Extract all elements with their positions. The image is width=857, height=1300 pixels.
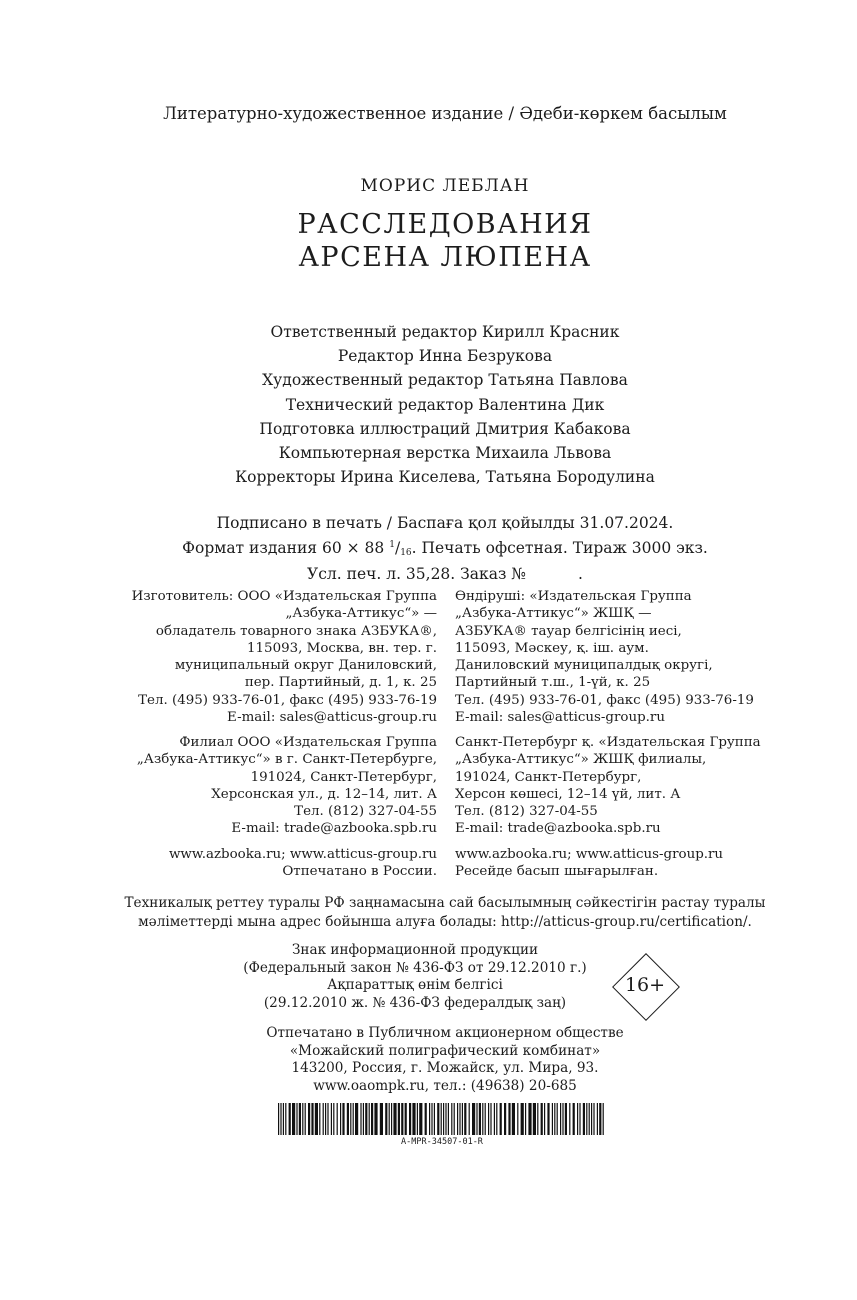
- barcode-icon: [278, 1103, 606, 1135]
- author-name: МОРИС ЛЕБЛАН: [360, 176, 530, 196]
- signed-for-print: Подписано в печать / Баспаға қол қойылды 31.07.2024.: [216, 514, 674, 532]
- print-sheets-order: Усл. печ. л. 35,28. Заказ № .: [307, 565, 583, 583]
- web-ru: www.azbooka.ru; www.atticus-group.ru Отпечатано в России.: [168, 847, 437, 880]
- tech-regulation-note: Техникалық реттеу туралы РФ заңнамасына сай басылымның сәйкестігін растау туралы мәліметтерді мына адрес бойынша алуға болады: http://atticus-group.ru/certification/.: [124, 895, 766, 930]
- staff-line: Технический редактор Валентина Дик: [285, 395, 605, 414]
- manufacturer-kz: Өндіруші: «Издательская Группа „Азбука-Аттикус“» ЖШҚ — АЗБУКА® тауар белгісінің иесі, 115093, Мәскеу, қ. іш. аум. Даниловский муниципалдық округі, Партийный т.ш., 1-үй, к. 25 Тел. (495) 933-76-01, факс (495) 933-76-19 E-mail: sales@atticus-group.ru: [455, 589, 754, 726]
- print-details: [0, 513, 857, 586]
- info-product-sign: Знак информационной продукции (Федеральный закон № 436-ФЗ от 29.12.2010 г.) Ақпараттық өнім белгісі (29.12.2010 ж. № 436-ФЗ федералдық заң): [243, 942, 587, 1011]
- book-title: [0, 208, 857, 274]
- staff-line: Подготовка иллюстраций Дмитрия Кабакова: [259, 419, 631, 438]
- barcode-label: A-MPR-34507-01-R: [401, 1137, 483, 1147]
- staff-line: Ответственный редактор Кирилл Красник: [270, 323, 620, 341]
- edition-type: Литературно-художественное издание / Әдеби-көркем басылым: [163, 104, 727, 123]
- book-title-line-1: РАССЛЕДОВАНИЯ: [297, 209, 593, 240]
- branch-ru: Филиал ООО «Издательская Группа „Азбука-Аттикус“» в г. Санкт-Петербурге, 191024, Санкт-Петербург, Херсонская ул., д. 12–14, лит. А Тел. (812) 327-04-55 E-mail: trade@azbooka.spb.ru: [136, 735, 437, 837]
- staff-line: Художественный редактор Татьяна Павлова: [262, 371, 628, 390]
- staff-line: Корректоры Ирина Киселева, Татьяна Бородулина: [235, 468, 655, 487]
- age-rating: 16+: [624, 974, 666, 996]
- editorial-staff: [0, 320, 857, 489]
- staff-line: Редактор Инна Безрукова: [337, 347, 553, 366]
- book-title-line-2: АРСЕНА ЛЮПЕНА: [298, 242, 592, 273]
- manufacturer-ru: Изготовитель: ООО «Издательская Группа „Азбука-Аттикус“» — обладатель товарного знака АЗБУКА®, 115093, Москва, вн. тер. г. муниципальный округ Даниловский, пер. Партийный, д. 1, к. 25 Тел. (495) 933-76-01, факс (495) 933-76-19 E-mail: sales@atticus-group.ru: [131, 589, 437, 726]
- web-kz: www.azbooka.ru; www.atticus-group.ru Ресейде басып шығарылған.: [455, 847, 724, 880]
- staff-line: Компьютерная верстка Михаила Львова: [278, 444, 612, 463]
- edition-format: Формат издания 60 × 88 $^1/_{16}$. Печать офсетная. Тираж 3000 экз.: [182, 538, 708, 558]
- printer-info: Отпечатано в Публичном акционерном обществе «Можайский полиграфический комбинат» 143200, Россия, г. Можайск, ул. Мира, 93. www.oaompk.ru, тел.: (49638) 20-685: [266, 1025, 624, 1094]
- branch-kz: Санкт-Петербург қ. «Издательская Группа „Азбука-Аттикус“» ЖШҚ филиалы, 191024, Санкт-Петербург, Херсон көшесі, 12–14 үй, лит. А Тел. (812) 327-04-55 E-mail: trade@azbooka.spb.ru: [455, 735, 761, 837]
